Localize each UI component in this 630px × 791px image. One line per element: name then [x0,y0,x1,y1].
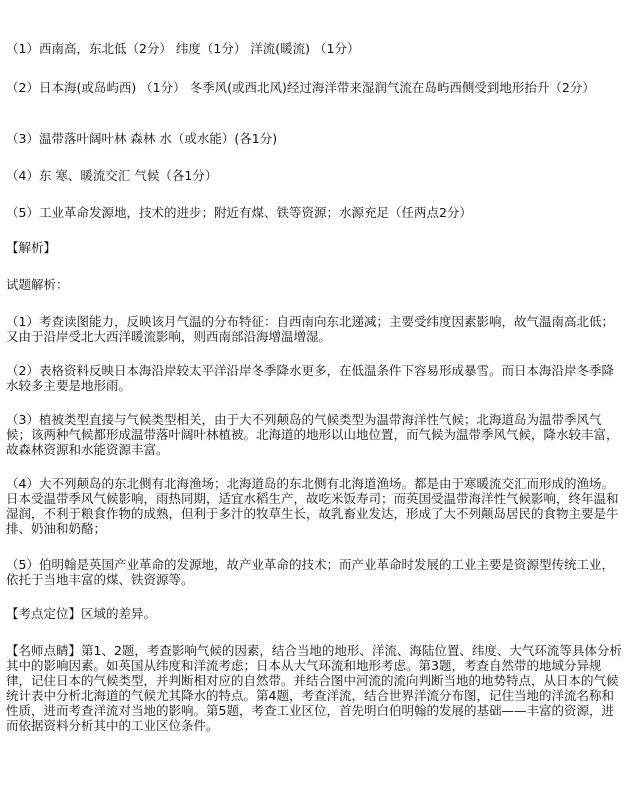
analysis-intro: 试题解析： [6,277,69,292]
answer-5: （5）工业革命发源地，技术的进步；附近有煤、铁等资源；水源充足（任两点2分） [6,205,472,220]
kaodian-heading: 【考点定位】 [6,606,82,621]
analysis-item-1: （1）考查读图能力，反映该月气温的分布特征：自西南向东北递减；主要受纬度因素影响，故气温南高北低；又由于沿岸受北大西洋暖流影响，则西南部沿海增温增湿。 [6,314,614,344]
analysis-item-2: （2）表格资料反映日本海沿岸较太平洋沿岸冬季降水更多，在低温条件下容易形成暴雪。而日本海沿岸冬季降水较多主要是地形雨。 [6,363,614,393]
answer-3: （3）温带落叶阔叶林 森林 水（或水能）(各1分) [6,131,278,146]
analysis-item-3: （3）植被类型直接与气候类型相关，由于大不列颠岛的气候类型为温带海洋性气候；北海道岛为温带季风气候；该两种气候都形成温带落叶阔叶林植被。北海道的地形以山地位置，而气候为温带季风气候，降水较丰富，故森林资源和水能资源丰富。 [6,412,619,457]
analysis-heading: 【解析】 [6,240,57,255]
analysis-item-5: （5）伯明翰是英国产业革命的发源地，故产业革命的技术；而产业革命时发展的工业主要是资源型传统工业，依托于当地丰富的煤、铁资源等。 [6,557,614,587]
analysis-item-4: （4）大不列颠岛的东北侧有北海渔场；北海道岛的东北侧有北海道渔场。都是由于寒暖流交汇而形成的渔场。日本受温带季风气候影响，雨热同期，适宜水稻生产，故吃米饭寿司；而英国受温带海洋性气候影响，终年温和湿润，不利于粮食作物的成熟，但利于多汁的牧草生长，故乳畜业发达，形成了大不列颠岛居民的食物主要是牛排、奶油和奶酪； [6,476,619,536]
kaodian-line [6,606,626,621]
answer-4: （4）东 寒、暖流交汇 气候（各1分） [6,168,218,183]
answer-1: （1）西南高，东北低（2分） 纬度（1分） 洋流(暖流) （1分） [6,41,360,56]
mingshi-heading: 【名师点睛】 [6,643,82,658]
mingshi-text: 第1、2题，考查影响气候的因素，结合当地的地形、洋流、海陆位置、纬度、大气环流等具体分析其中的影响因素。如英国从纬度和洋流考虑；日本从大气环流和地形考虑。第3题，考查自然带的地域分异规律，记住日本的气候类型，并判断相对应的自然带。并结合图中河流的流向判断当地的地势特点，从日本的气候统计表中分析北海道的气候尤其降水的特点。第4题，考查洋流，结合世界洋流分布图，记住当地的洋流名称和性质，进而考查洋流对当地的影响。第5题，考查工业区位，首先明白伯明翰的发展的基础——丰富的资源，进而依据资料分析其中的工业区位条件。 [6,643,622,733]
answer-2: （2）日本海(或岛屿西) （1分） 冬季风(或西北风)经过海洋带来湿润气流在岛屿西侧受到地形抬升（2分） [6,80,595,95]
kaodian-text: 区域的差异。 [81,606,157,621]
mingshi-paragraph [6,643,626,733]
